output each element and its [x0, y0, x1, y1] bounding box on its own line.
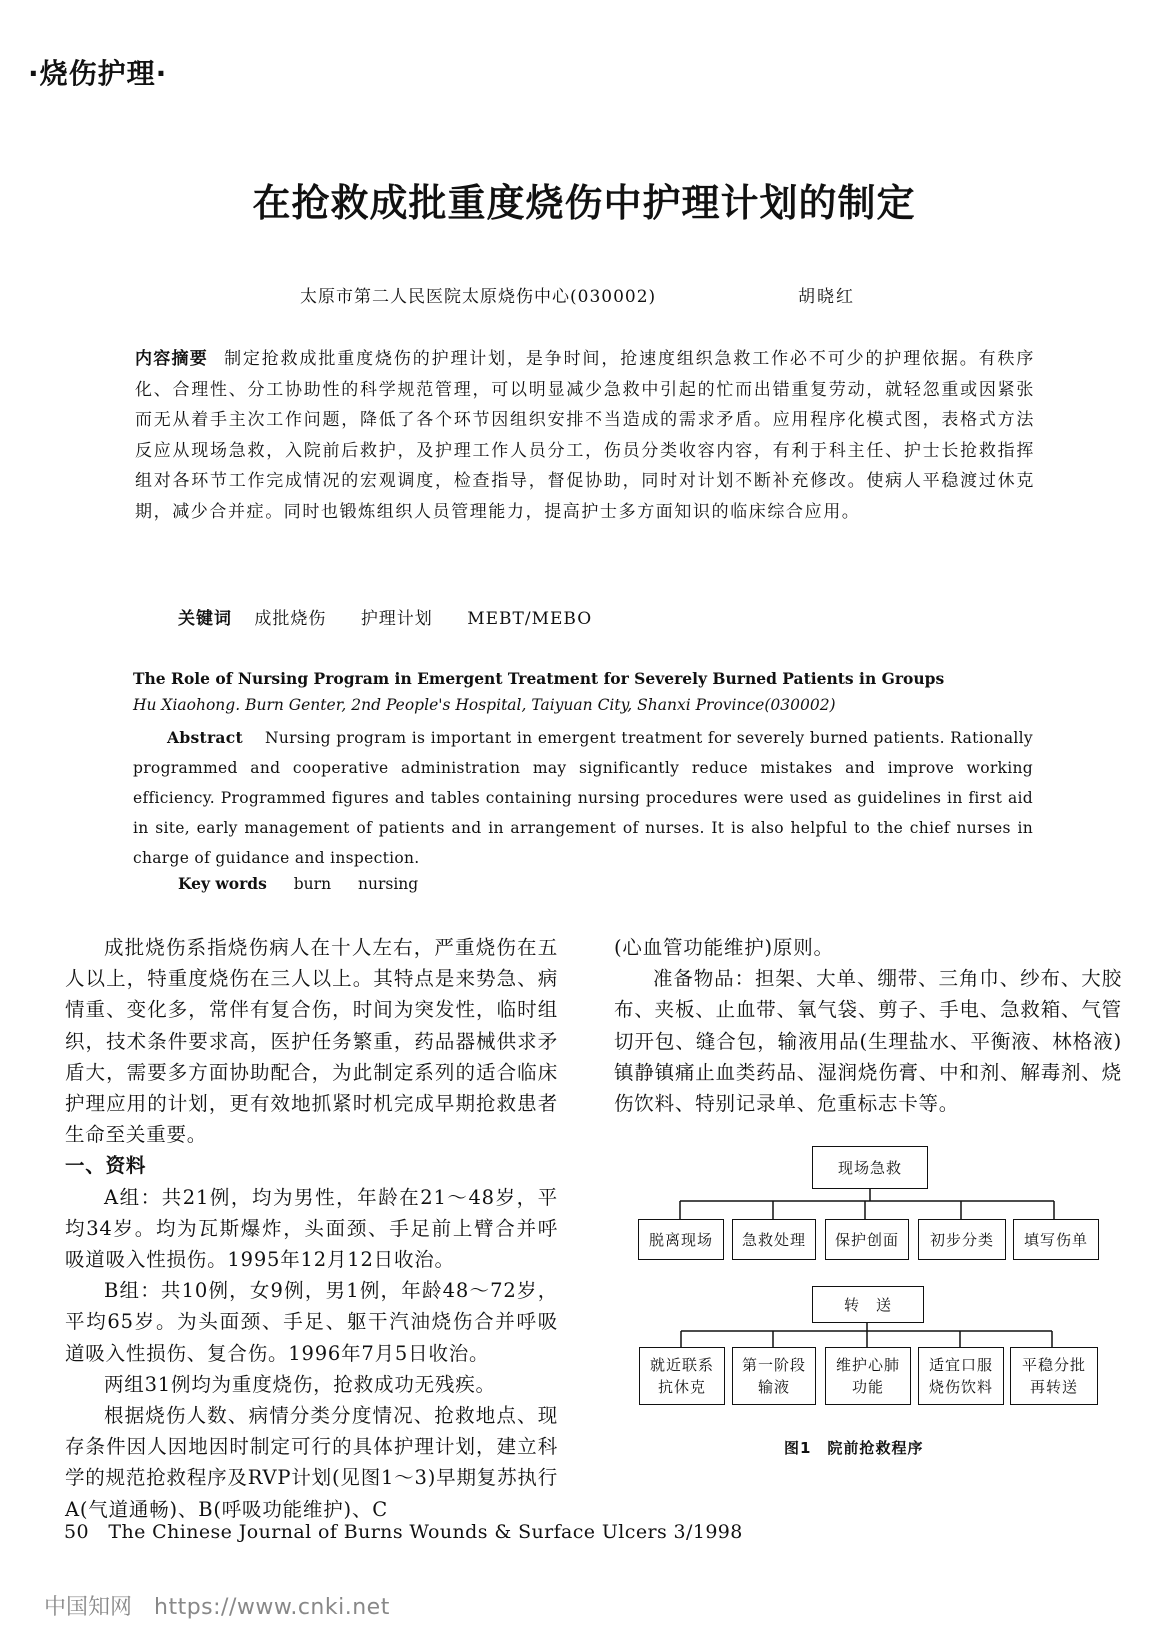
body-paragraph: B组：共10例，女9例，男1例，年龄48～72岁，平均65岁。为头面颈、手足、躯干汽油烧伤合并呼吸道吸入性损伤、复合伤。1996年7月5日收治。 — [65, 1279, 558, 1365]
body-paragraph: 准备物品：担架、大单、绷带、三角巾、纱布、大胶布、夹板、止血带、氧气袋、剪子、手电、急救箱、气管切开包、缝合包，输液用品(生理盐水、平衡液、林格液)镇静镇痛止血类药品、湿润烧伤膏、中和剂、解毒剂、烧伤饮料、特别记录单、危重标志卡等。 — [614, 967, 1122, 1116]
flow-box-line: 功能 — [851, 1378, 884, 1396]
keyword: 护理计划 — [360, 609, 433, 629]
flow-box-line: 烧伤饮料 — [928, 1378, 993, 1396]
english-title: The Role of Nursing Program in Emergent Treatment for Severely Burned Patients in Groups — [133, 669, 945, 688]
keyword: burn — [293, 875, 332, 893]
flow-box: 脱离现场 — [638, 1219, 724, 1260]
flow-box — [639, 1347, 725, 1405]
body-paragraph: 根据烧伤人数、病情分类分度情况、抢救地点、现存条件因人因地因时制定可行的具体护理计划，建立科学的规范抢救程序及RVP计划(见图1～3)早期复苏执行A(气道通畅)、B(呼吸功能维护)、C — [65, 1404, 558, 1521]
chinese-keywords-label: 关键词 — [178, 609, 232, 629]
affiliation: 太原市第二人民医院太原烧伤中心(030002) — [300, 287, 657, 307]
flow-box-line: 平稳分批 — [1021, 1356, 1086, 1374]
flow-box — [732, 1347, 816, 1405]
keyword: nursing — [357, 875, 419, 893]
article-title: 在抢救成批重度烧伤中护理计划的制定 — [252, 181, 916, 225]
flow-box: 急救处理 — [732, 1219, 816, 1260]
body-paragraph: (心血管功能维护)原则。 — [614, 936, 834, 959]
flow-box: 初步分类 — [918, 1219, 1006, 1260]
flow-box-transfer: 转 送 — [812, 1286, 924, 1323]
flow-box-line: 适宜口服 — [928, 1356, 993, 1374]
body-paragraph: 成批烧伤系指烧伤病人在十人左右，严重烧伤在五人以上，特重度烧伤在三人以上。其特点是来势急、病情重、变化多，常伴有复合伤，时间为突发性，临时组织，技术条件要求高，医护任务繁重，药品器械供求矛盾大，需要多方面协助配合，为此制定系列的适合临床护理应用的计划，更有效地抓紧时机完成早期抢救患者生命至关重要。 — [65, 936, 558, 1147]
body-paragraph: A组：共21例，均为男性，年龄在21～48岁，平均34岁。均为瓦斯爆炸，头面颈、手足前上臂合并呼吸道吸入性损伤。1995年12月12日收治。 — [65, 1185, 558, 1272]
flow-box-line: 再转送 — [1029, 1378, 1078, 1396]
watermark-brand: 中国知网 — [44, 1595, 133, 1620]
author: 胡晓红 — [798, 287, 855, 307]
flow-box — [1010, 1347, 1098, 1405]
flow-box — [918, 1347, 1004, 1405]
chinese-abstract-text: 制定抢救成批重度烧伤的护理计划，是争时间，抢速度组织急救工作必不可少的护理依据。有秩序化、合理性、分工协助性的科学规范管理，可以明显减少急救中引起的忙而出错重复劳动，就轻忽重或因紧张而无从着手主次工作问题，降低了各个环节因组织安排不当造成的需求矛盾。应用程序化模式图，表格式方法反应从现场急救，入院前后救护，及护理工作人员分工，伤员分类收容内容，有利于科主任、护士长抢救指挥组对各环节工作完成情况的宏观调度，检查指导，督促协助，同时对计划不断补充修改。使病人平稳渡过休克期，减少合并症。同时也锻炼组织人员管理能力，提高护士多方面知识的临床综合应用。 — [135, 349, 1035, 522]
english-abstract-label: Abstract — [167, 728, 243, 747]
body-paragraph: 两组31例均为重度烧伤，抢救成功无残疾。 — [104, 1372, 496, 1396]
flow-box-line: 维护心肺 — [835, 1356, 900, 1374]
flow-box-line: 抗休克 — [657, 1378, 706, 1396]
watermark-url: https://www.cnki.net — [154, 1595, 390, 1620]
english-abstract-text: Nursing program is important in emergent treatment for severely burned patients. Rationally programmed and cooperative administration may significantly reduce mistakes and improve working efficiency. Programmed figures and tables containing nursing procedures were used as guidelines in first aid in site, early management of patients and in arrangement of nurses. It is also helpful to the chief nurses in charge of guidance and inspection. — [133, 729, 1033, 867]
flow-box-line: 输液 — [757, 1378, 790, 1396]
flow-box: 填写伤单 — [1013, 1219, 1099, 1260]
flow-box-line: 第一阶段 — [741, 1356, 806, 1374]
flow-box: 保护创面 — [825, 1219, 909, 1260]
flow-box-line: 就近联系 — [649, 1356, 714, 1374]
flow-box — [825, 1347, 911, 1405]
section-heading: 一、资料 — [65, 1154, 147, 1178]
chinese-abstract-label: 内容摘要 — [135, 349, 209, 369]
english-author: Hu Xiaohong. Burn Genter, 2nd People's Hospital, Taiyuan City, Shanxi Province(030002) — [133, 696, 836, 714]
page-footer: 50 The Chinese Journal of Burns Wounds & Surface Ulcers 3/1998 — [64, 1521, 743, 1543]
flow-box-on-site-rescue: 现场急救 — [812, 1146, 928, 1189]
keyword: 成批烧伤 — [254, 609, 327, 629]
figure-caption: 图1 院前抢救程序 — [784, 1439, 924, 1457]
english-keywords-label: Key words — [178, 874, 267, 893]
keyword: MEBT/MEBO — [467, 609, 593, 629]
section-tag: ·烧伤护理· — [28, 57, 168, 90]
watermark — [44, 1590, 390, 1621]
